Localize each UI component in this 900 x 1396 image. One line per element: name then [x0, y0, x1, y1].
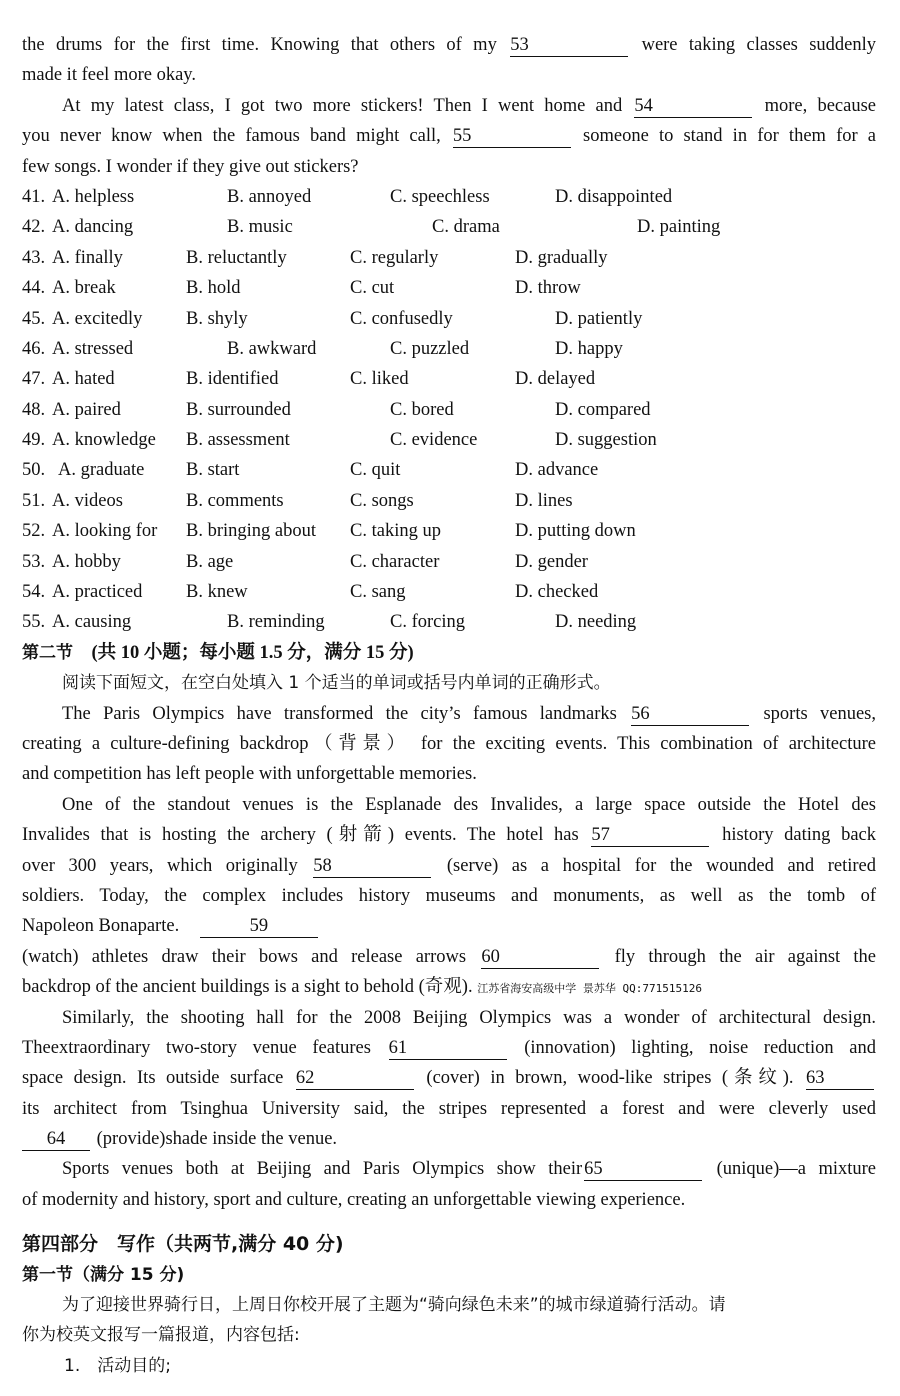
option-a: A. causing — [52, 612, 132, 633]
option-b: B. reminding — [227, 612, 325, 633]
question-number: 44. — [22, 278, 46, 299]
option-row — [22, 182, 876, 212]
passage-line: you never know when the famous band might call, 55 someone to stand in for them for a — [22, 126, 877, 147]
option-c: C. songs — [350, 490, 414, 511]
option-b: B. comments — [186, 490, 284, 511]
blank-56: 56 — [631, 703, 749, 726]
blank-65: 65 — [584, 1158, 702, 1181]
option-row — [22, 304, 876, 334]
option-d: D. happy — [555, 338, 623, 359]
section2-instruction: 阅读下面短文，在空白处填入 1 个适当的单词或括号内单词的正确形式。 — [62, 673, 611, 694]
passage-line: the drums for the first time. Knowing that others of my 53 were taking classes suddenly — [22, 35, 877, 55]
passage-line: Sports venues both at Beijing and Paris Olympics show their 65 (unique)—a mixture — [62, 1159, 876, 1180]
passage-line: soldiers. Today, the complex includes history museums and monuments, as well as the tomb of — [22, 885, 876, 906]
option-a: A. looking for — [52, 521, 158, 542]
option-b: B. awkward — [227, 338, 317, 359]
option-a: A. excitedly — [52, 308, 143, 329]
question-number: 54. — [22, 582, 46, 603]
blank-58: 58 — [313, 855, 431, 878]
blank-63: 63 — [806, 1067, 874, 1090]
question-number: 51. — [22, 490, 46, 511]
option-c: C. evidence — [390, 430, 478, 451]
option-c: C. cut — [350, 278, 395, 299]
question-number: 50. — [22, 460, 46, 481]
option-row — [22, 395, 876, 425]
passage-line: Napoleon Bonaparte. 59 — [22, 911, 876, 941]
passage-line: 64 (provide)shade inside the venue. — [22, 1124, 876, 1154]
option-c: C. quit — [350, 460, 401, 481]
blank-64: 64 — [22, 1128, 90, 1151]
watermark-text: 江苏省海安高级中学 景苏华 QQ:771515126 — [477, 982, 702, 996]
option-a: A. knowledge — [52, 430, 156, 451]
blank-54: 54 — [634, 95, 752, 118]
option-b: B. age — [186, 551, 234, 572]
part4-prompt: 你为校英文报写一篇报道，内容包括: — [22, 1325, 300, 1346]
blank-55: 55 — [453, 125, 571, 148]
question-number: 48. — [22, 399, 46, 420]
option-d: D. advance — [515, 460, 599, 481]
option-d: D. suggestion — [555, 430, 657, 451]
option-d: D. needing — [555, 612, 637, 633]
question-number: 41. — [22, 186, 46, 207]
blank-53: 53 — [510, 34, 628, 57]
blank-62: 62 — [296, 1067, 414, 1090]
question-number: 49. — [22, 430, 46, 451]
option-a: A. dancing — [52, 217, 134, 238]
passage-line: space design. Its outside surface 62 (cover) in brown, wood-like stripes (条纹). 63 — [22, 1063, 876, 1093]
option-d: D. delayed — [515, 369, 596, 390]
option-b: B. annoyed — [227, 186, 312, 207]
option-d: D. throw — [515, 278, 581, 299]
option-a: A. break — [52, 278, 116, 299]
question-number: 55. — [22, 612, 46, 633]
option-c: C. taking up — [350, 521, 441, 542]
option-a: A. finally — [52, 247, 123, 268]
option-a: A. helpless — [52, 186, 135, 207]
option-d: D. disappointed — [555, 186, 673, 207]
blank-61: 61 — [389, 1037, 507, 1060]
option-a: A. stressed — [52, 338, 134, 359]
passage-line: Similarly, the shooting hall for the 2008 Beijing Olympics was a wonder of architectural design. — [62, 1007, 876, 1028]
option-row — [22, 486, 876, 516]
option-b: B. knew — [186, 582, 248, 603]
part4-prompt: 为了迎接世界骑行日，上周日你校开展了主题为“骑向绿色未来”的城市绿道骑行活动。请 — [62, 1295, 726, 1316]
option-c: C. liked — [350, 369, 409, 390]
option-b: B. start — [186, 460, 240, 481]
option-c: C. sang — [350, 582, 406, 603]
passage-line: backdrop of the ancient buildings is a sight to behold (奇观). 江苏省海安高级中学 景苏华 QQ:771515126 — [22, 977, 702, 998]
option-d: D. checked — [515, 582, 599, 603]
passage-line: few songs. I wonder if they give out stickers? — [22, 156, 359, 177]
part4-heading: 第四部分 写作（共两节,满分 40 分) — [22, 1233, 344, 1256]
question-number: 45. — [22, 308, 46, 329]
question-number: 42. — [22, 217, 46, 238]
option-row — [22, 607, 876, 637]
option-d: D. painting — [637, 217, 721, 238]
option-row — [22, 243, 876, 273]
option-row — [22, 547, 876, 577]
passage-line: Invalides that is hosting the archery (射箭) events. The hotel has 57 history dating back — [22, 825, 877, 846]
passage-line: Theextraordinary two-story venue features 61 (innovation) lighting, noise reduction and — [22, 1037, 877, 1058]
option-c: C. bored — [390, 399, 454, 420]
option-a: A. practiced — [52, 582, 143, 603]
option-c: C. forcing — [390, 612, 466, 633]
passage-line: over 300 years, which originally 58 (serve) as a hospital for the wounded and retired — [22, 855, 876, 876]
exam-page — [22, 30, 876, 1381]
option-b: B. music — [227, 217, 293, 238]
passage-line: One of the standout venues is the Esplanade des Invalides, a large space outside the Hotel des — [62, 794, 876, 815]
passage-line: made it feel more okay. — [22, 65, 196, 86]
passage-line: creating a culture-defining backdrop（背景） for the exciting events. This combination of architecture — [22, 733, 876, 754]
option-a: A. hobby — [52, 551, 121, 572]
option-c: C. speechless — [390, 186, 490, 207]
option-b: B. assessment — [186, 430, 290, 451]
option-b: B. bringing about — [186, 521, 317, 542]
passage-line: The Paris Olympics have transformed the city’s famous landmarks 56 sports venues, — [62, 703, 877, 724]
passage-line: At my latest class, I got two more stickers! Then I went home and 54 more, because — [62, 95, 877, 116]
option-c: C. character — [350, 551, 440, 572]
option-c: C. puzzled — [390, 338, 470, 359]
question-number: 52. — [22, 521, 46, 542]
option-d: D. compared — [555, 399, 651, 420]
option-row — [22, 425, 876, 455]
blank-60: 60 — [481, 946, 599, 969]
option-row — [22, 273, 876, 303]
option-a: A. hated — [52, 369, 115, 390]
option-row — [22, 334, 876, 364]
part4-section1: 第一节（满分 15 分) — [22, 1264, 185, 1285]
option-a: A. paired — [52, 399, 121, 420]
option-d: D. putting down — [515, 521, 636, 542]
options-list — [22, 182, 876, 638]
question-number: 47. — [22, 369, 46, 390]
option-c: C. confusedly — [350, 308, 453, 329]
blank-59: 59 — [200, 915, 318, 938]
option-b: B. hold — [186, 278, 241, 299]
option-a: A. graduate — [58, 460, 145, 481]
passage-line: its architect from Tsinghua University said, the stripes represented a forest and were cleverly used — [22, 1098, 876, 1119]
blank-57: 57 — [591, 824, 709, 847]
passage-line: and competition has left people with unforgettable memories. — [22, 764, 477, 785]
option-d: D. patiently — [555, 308, 643, 329]
passage-line: of modernity and history, sport and culture, creating an unforgettable viewing experience. — [22, 1189, 686, 1210]
option-row — [22, 212, 876, 242]
option-b: B. identified — [186, 369, 279, 390]
option-c: C. regularly — [350, 247, 439, 268]
option-b: B. shyly — [186, 308, 248, 329]
option-c: C. drama — [432, 217, 500, 238]
option-row — [22, 577, 876, 607]
part4-item: 1. 活动目的; — [64, 1355, 171, 1376]
option-d: D. gradually — [515, 247, 608, 268]
option-d: D. lines — [515, 490, 573, 511]
option-row — [22, 516, 876, 546]
option-b: B. reluctantly — [186, 247, 287, 268]
option-a: A. videos — [52, 490, 123, 511]
question-number: 53. — [22, 551, 46, 572]
option-row — [22, 364, 876, 394]
option-row — [22, 455, 876, 485]
passage-line: (watch) athletes draw their bows and release arrows 60 fly through the air against the — [22, 946, 877, 967]
question-number: 43. — [22, 247, 46, 268]
section2-heading: 第二节 (共 10 小题；每小题 1.5 分，满分 15 分) — [22, 642, 414, 663]
option-b: B. surrounded — [186, 399, 291, 420]
question-number: 46. — [22, 338, 46, 359]
option-d: D. gender — [515, 551, 588, 572]
